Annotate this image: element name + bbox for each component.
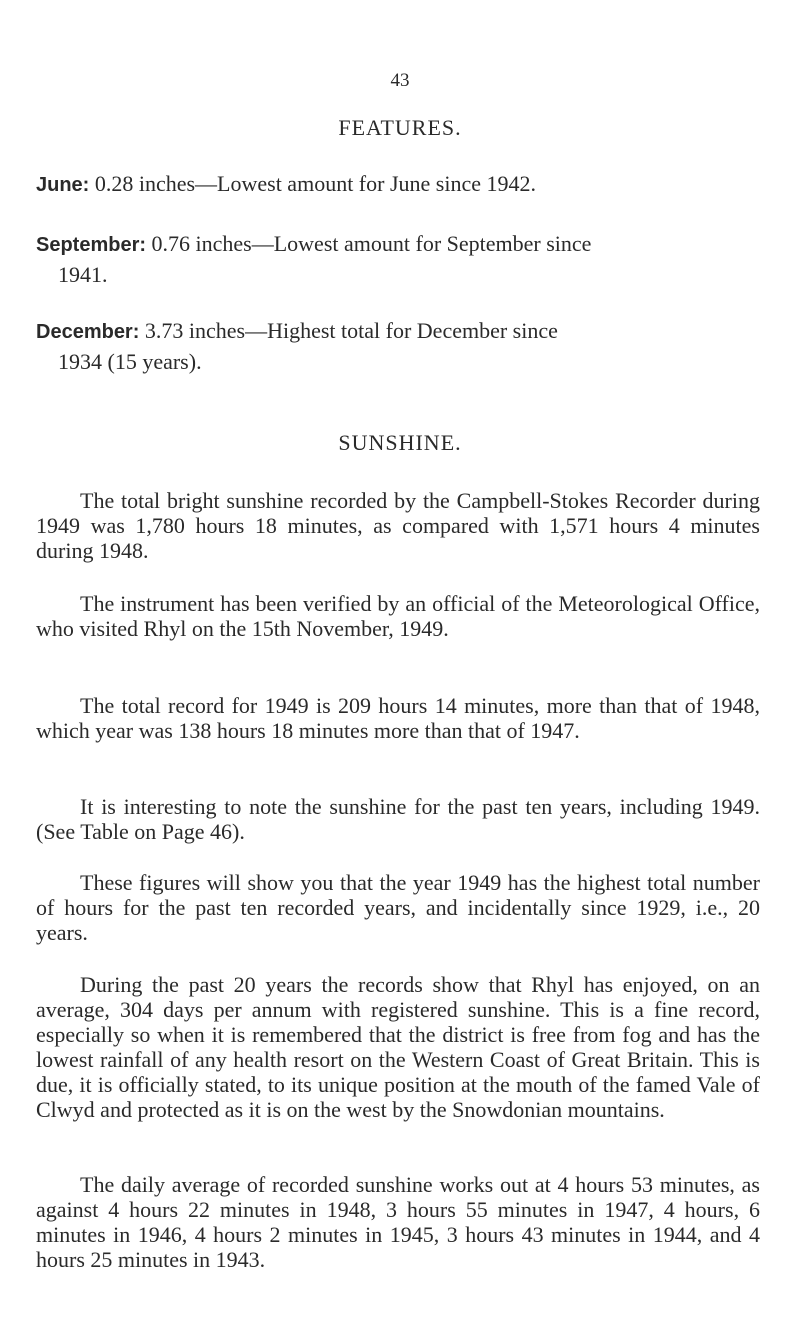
sunshine-paragraph: During the past 20 years the records show that Rhyl has enjoyed, on an average, 304 days per annum with registered sunshine. This is a fine record, especially so when it is remembered that the district is free from fog and has the lowest rainfall of any health resort on the Western Coast of Great Britain. This is due, it is officially stated, to its unique position at the mouth of the famed Vale of Clwyd and protected as it is on the west by the Snowdonian mountains.	[36, 972, 760, 1122]
feature-text: 0.28 inches—Lowest amount for June since 1942.	[94, 171, 536, 196]
sunshine-paragraph: The total record for 1949 is 209 hours 14 minutes, more than that of 1948, which year was 138 hours 18 minutes more than that of 1947.	[36, 693, 760, 743]
feature-label: June:	[36, 174, 90, 196]
features-heading: FEATURES.	[338, 115, 462, 140]
sunshine-heading: SUNSHINE.	[338, 430, 462, 455]
feature-continuation: 1934 (15 years).	[58, 349, 202, 374]
feature-june	[36, 169, 766, 200]
feature-text: 3.73 inches—Highest total for December since	[144, 318, 558, 343]
feature-continuation: 1941.	[58, 262, 108, 287]
sunshine-paragraph: The daily average of recorded sunshine works out at 4 hours 53 minutes, as against 4 hours 22 minutes in 1948, 3 hours 55 minutes in 1947, 4 hours, 6 minutes in 1946, 4 hours 2 minutes in 1945, 3 hours 43 minutes in 1944, and 4 hours 25 minutes in 1943.	[36, 1172, 760, 1272]
feature-label: December:	[36, 321, 140, 343]
sunshine-paragraph: These figures will show you that the year 1949 has the highest total number of hours for the past ten recorded years, and incidentally since 1929, i.e., 20 years.	[36, 870, 760, 945]
feature-text: 0.76 inches—Lowest amount for September since	[151, 231, 592, 256]
feature-december	[36, 316, 766, 377]
sunshine-paragraph: The total bright sunshine recorded by the Campbell-Stokes Recorder during 1949 was 1,780 hours 18 minutes, as compared with 1,571 hours 4 minutes during 1948.	[36, 488, 760, 563]
feature-label: September:	[36, 234, 147, 256]
sunshine-paragraph: It is interesting to note the sunshine for the past ten years, including 1949. (See Table on Page 46).	[36, 794, 760, 844]
feature-september	[36, 229, 766, 290]
page-number: 43	[390, 70, 410, 91]
sunshine-paragraph: The instrument has been verified by an official of the Meteorological Office, who visited Rhyl on the 15th November, 1949.	[36, 591, 760, 641]
